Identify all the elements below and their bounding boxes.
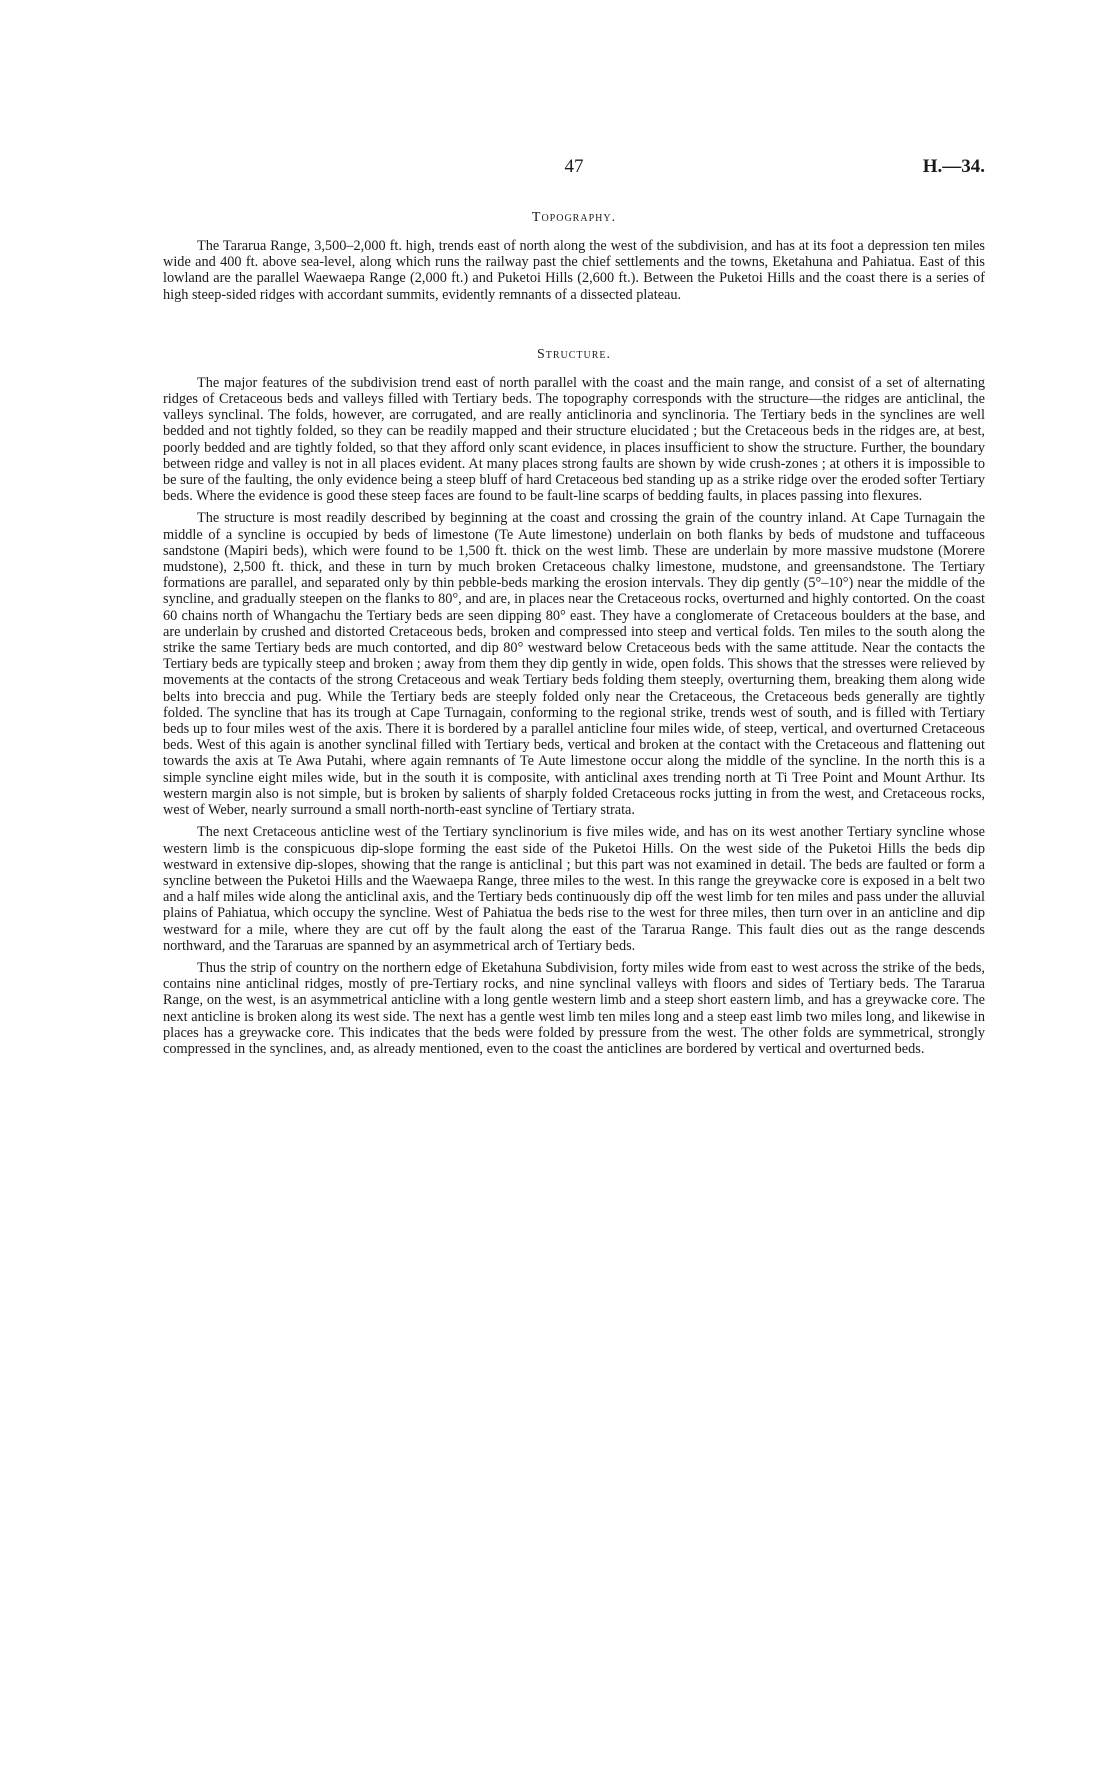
paragraph: Thus the strip of country on the northern edge of Eketahuna Subdivision, forty miles wide from east to west across the strike of the beds, contains nine anticlinal ridges, mostly of pre-Tertiary rocks, and nine synclinal valleys with floors and sides of Tertiary beds. The Tararua Range, on the west, is an asymmetrical anticline with a long gentle western limb and a steep short eastern limb, and has a greywacke core. The next anticline is broken along its west side. The next has a gentle west limb ten miles long and a steep east limb two miles long, and likewise in places has a greywacke core. This indicates that the beds were folded by pressure from the west. The other folds are symmetrical, strongly compressed in the synclines, and, as already mentioned, even to the coast the anticlines are bordered by vertical and overturned beds. xyxy=(163,959,985,1057)
section-topography xyxy=(163,210,985,303)
paragraph: The structure is most readily described by beginning at the coast and crossing the grain of the country inland. At Cape Turnagain the middle of a syncline is occupied by beds of limestone (Te Aute limestone) underlain on both flanks by beds of mudstone and tuffaceous sandstone (Mapiri beds), which were found to be 1,500 ft. thick on the west limb. These are underlain by more massive mudstone (Morere mudstone), 2,500 ft. thick, and these in turn by much broken Cretaceous chalky limestone, mudstone, and greensandstone. The Tertiary formations are parallel, and separated only by thin pebble-beds marking the erosion intervals. They dip gently (5°–10°) near the middle of the syncline, and gradually steepen on the flanks to 80°, and are, in places near the Cretaceous rocks, overturned and highly contorted. On the coast 60 chains north of Whangachu the Tertiary beds are seen dipping 80° east. They have a conglomerate of Cretaceous boulders at the base, and are underlain by crushed and distorted Cretaceous beds, broken and compressed into steep and vertical folds. Ten miles to the south along the strike the same Tertiary beds are much contorted, and dip 80° westward below Cretaceous beds with the same attitude. Near the contacts the Tertiary beds are typically steep and broken ; away from them they dip gently in wide, open folds. This shows that the stresses were relieved by movements at the contacts of the strong Cretaceous and weak Tertiary beds folding them steeply, overturning them, breaking them along wide belts into breccia and pug. While the Tertiary beds are steeply folded only near the Cretaceous, the Cretaceous beds generally are tightly folded. The syncline that has its trough at Cape Turnagain, conforming to the regional strike, trends west of south, and is filled with Tertiary beds up to four miles west of the axis. There it is bordered by a parallel anticline four miles wide, of steep, vertical, and overturned Cretaceous beds. West of this again is another synclinal filled with Tertiary beds, vertical and broken at the contact with the Cretaceous and flattening out towards the axis at Te Awa Putahi, where again remnants of Te Aute limestone occur along the middle of the syncline. In the north this is a simple syncline eight miles wide, but in the south it is composite, with anticlinal axes trending north at Ti Tree Point and Mount Arthur. Its western margin also is not simple, but is broken by salients of sharply folded Cretaceous rocks jutting in from the west, and Cretaceous rocks, west of Weber, nearly surround a small north-north-east syncline of Tertiary strata. xyxy=(163,510,985,819)
document-reference: H.—34. xyxy=(922,156,985,177)
paragraph: The next Cretaceous anticline west of the Tertiary synclinorium is five miles wide, and has on its west another Tertiary syncline whose western limb is the conspicuous dip-slope forming the east side of the Puketoi Hills. On the west side of the Puketoi Hills the beds dip westward in extensive dip-slopes, showing that the range is anticlinal ; but this part was not examined in detail. The beds are faulted or form a syncline between the Puketoi Hills and the Waewaepa Range, three miles to the west. In this range the greywacke core is exposed in a belt two and a half miles wide along the anticlinal axis, and the Tertiary beds continuously dip off the west limb for ten miles and pass under the alluvial plains of Pahiatua, which occupy the syncline. West of Pahiatua the beds rise to the west for three miles, then turn over in an anticline and dip westward for a mile, where they are cut off by the fault along the east of the Tararua Range. This fault dies out as the range descends northward, and the Tararuas are spanned by an asymmetrical arch of Tertiary beds. xyxy=(163,824,985,954)
page-header xyxy=(163,156,985,184)
paragraph: The Tararua Range, 3,500–2,000 ft. high, trends east of north along the west of the subdivision, and has at its foot a depression ten miles wide and 400 ft. above sea-level, along which runs the railway past the chief settlements and the towns, Eketahuna and Pahiatua. East of this lowland are the parallel Waewaepa Range (2,000 ft.) and Puketoi Hills (2,600 ft.). Between the Puketoi Hills and the coast there is a series of high steep-sided ridges with accordant summits, evidently remnants of a dissected plateau. xyxy=(163,238,985,303)
section-title-topography: Topography. xyxy=(531,210,617,225)
paragraph: The major features of the subdivision trend east of north parallel with the coast and the main range, and consist of a set of alternating ridges of Cretaceous beds and valleys filled with Tertiary beds. The topography corresponds with the structure—the ridges are anticlinal, the valleys synclinal. The folds, however, are corrugated, and are really anticlinoria and synclinoria. The Tertiary beds in the synclines are well bedded and not tightly folded, so they can be readily mapped and their structure elucidated ; but the Cretaceous beds in the ridges are, at best, poorly bedded and are tightly folded, so that they afford only scant evidence, in places insufficient to show the structure. Further, the boundary between ridge and valley is not in all places evident. At many places strong faults are shown by wide crush-zones ; at others it is impossible to be sure of the faulting, the only evidence being a steep bluff of hard Cretaceous bed standing up as a strike ridge over the eroded softer Tertiary beds. Where the evidence is good these steep faces are found to be fault-line scarps of bedding faults, in places passing into flexures. xyxy=(163,374,985,505)
section-title-structure: Structure. xyxy=(536,346,612,362)
page-number: 47 xyxy=(564,156,584,177)
page-content xyxy=(163,210,985,1063)
section-structure xyxy=(163,347,985,1057)
